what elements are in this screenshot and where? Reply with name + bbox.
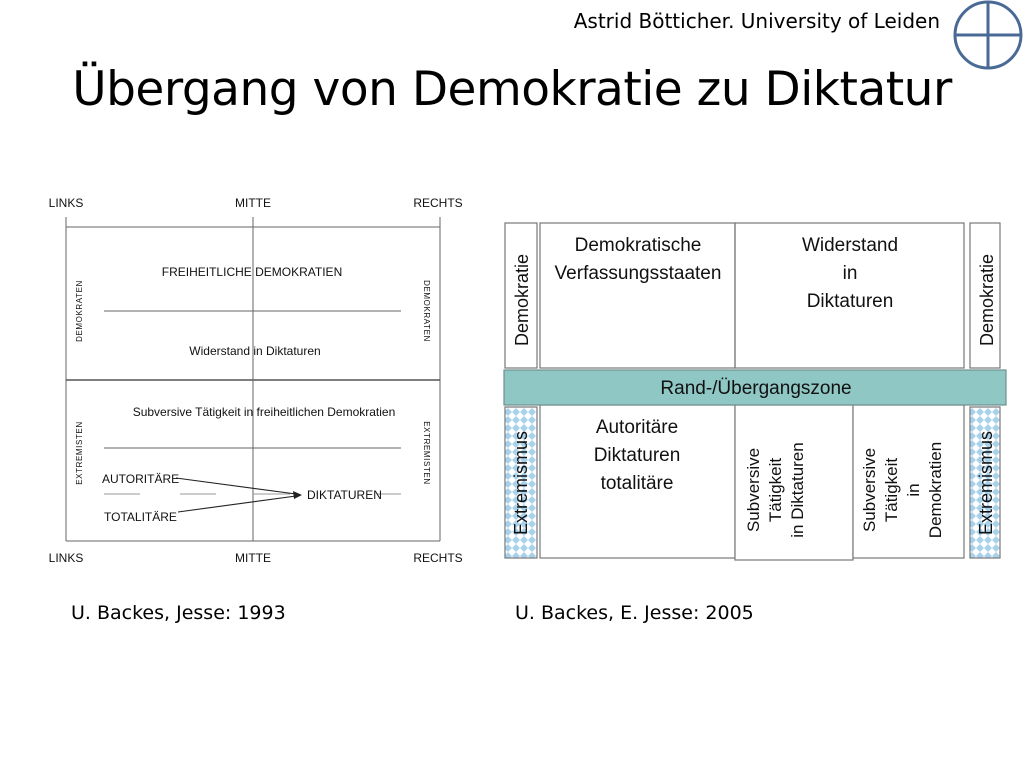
side-label-demokraten-left: DEMOKRATEN <box>75 280 84 342</box>
caption-right: U. Backes, E. Jesse: 2005 <box>515 602 754 624</box>
label-widerstand-line1: Widerstand <box>801 235 899 256</box>
label-freiheitliche-demokratien: FREIHEITLICHE DEMOKRATIEN <box>161 265 343 279</box>
label-transition-zone: Rand-/Übergangszone <box>660 378 852 399</box>
caption-left: U. Backes, Jesse: 1993 <box>71 602 286 624</box>
label-subv-demo-line4: Demokratien <box>926 441 945 539</box>
side-label-extremisten-left: EXTREMISTEN <box>75 421 84 485</box>
page-title: Übergang von Demokratie zu Diktatur <box>72 62 952 117</box>
label-subv-demo-line2: Tätigkeit <box>882 457 901 523</box>
axis-bottom-links: LINKS <box>48 551 84 565</box>
rotated-extremismus-right: Extremismus <box>976 430 996 536</box>
label-widerstand-line2: in <box>842 263 858 284</box>
axis-top-links: LINKS <box>48 196 84 210</box>
rotated-demokratie-left: Demokratie <box>512 253 532 347</box>
label-diktaturen-line2: Diktaturen <box>593 445 681 466</box>
label-subversive: Subversive Tätigkeit in freiheitlichen Demokratien <box>132 405 396 419</box>
rotated-extremismus-left: Extremismus <box>511 430 531 536</box>
label-subv-demo-line3: in <box>904 483 923 497</box>
axis-bottom-mitte: MITTE <box>235 551 271 565</box>
label-diktaturen-line3: totalitäre <box>600 473 674 494</box>
label-subv-dikt-line1: Subversive <box>744 447 763 533</box>
label-autoritaere: AUTORITÄRE <box>102 472 180 486</box>
side-label-extremisten-right: EXTREMISTEN <box>422 421 431 485</box>
author-label: Astrid Bötticher. University of Leiden <box>573 9 940 33</box>
label-verfassung-line2: Verfassungsstaaten <box>554 263 722 284</box>
label-subv-demo-line1: Subversive <box>860 447 879 533</box>
label-widerstand-line3: Diktaturen <box>806 291 894 312</box>
label-verfassung-line1: Demokratische <box>574 235 702 256</box>
label-diktaturen: DIKTATUREN <box>307 488 382 502</box>
side-label-demokraten-right: DEMOKRATEN <box>422 280 431 342</box>
axis-bottom-rechts: RECHTS <box>413 551 463 565</box>
label-subv-dikt-line3: in Diktaturen <box>788 442 807 538</box>
label-widerstand: Widerstand in Diktaturen <box>189 344 321 358</box>
axis-top-mitte: MITTE <box>235 196 271 210</box>
label-subv-dikt-line2: Tätigkeit <box>766 457 785 523</box>
rotated-demokratie-right: Demokratie <box>977 253 997 347</box>
axis-top-rechts: RECHTS <box>413 196 463 210</box>
label-diktaturen-line1: Autoritäre <box>595 417 679 438</box>
label-totalitaere: TOTALITÄRE <box>104 510 177 524</box>
